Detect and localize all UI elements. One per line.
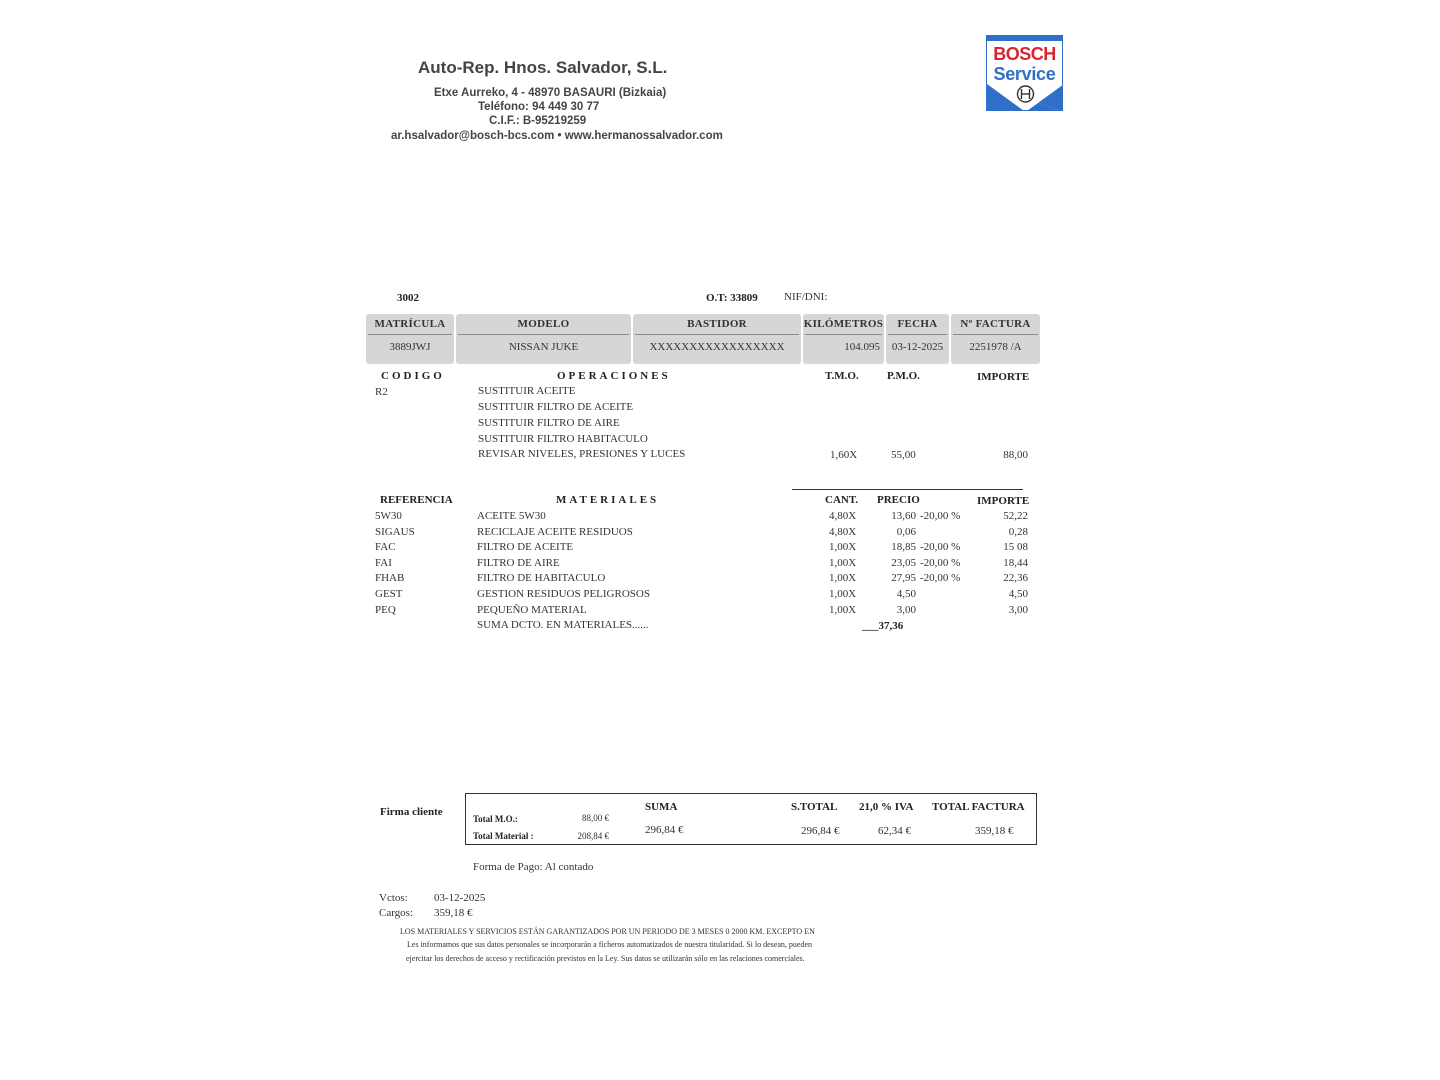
logo-line-2: Service (993, 64, 1056, 84)
payment-method: Forma de Pago: Al contado (473, 861, 594, 873)
material-precio: 13,60 (891, 510, 916, 522)
vehicle-cell-bastidor (633, 314, 801, 364)
operation-importe: 88,00 (1003, 449, 1028, 461)
total-factura-label: TOTAL FACTURA (932, 801, 1025, 813)
vehicle-value: 03-12-2025 (891, 341, 944, 353)
material-ref: SIGAUS (375, 525, 415, 538)
total-material-label: Total Material : (473, 831, 534, 841)
company-contact: ar.hsalvador@bosch-bcs.com • www.hermanossalvador.com (391, 130, 723, 142)
subtotal-value: 296,84 € (801, 825, 840, 837)
material-importe: 52,22 (1003, 510, 1028, 522)
due-dates-value: 03-12-2025 (434, 892, 486, 904)
material-cant: 4,80X (829, 510, 857, 522)
vehicle-value: NISSAN JUKE (508, 341, 579, 353)
operations-tmo-header: T.M.O. (825, 370, 859, 382)
material-ref: FAC (375, 541, 396, 554)
material-importe: 0,28 (1008, 525, 1028, 538)
material-cant: 1,00X (829, 556, 857, 569)
vehicle-value: XXXXXXXXXXXXXXXXX (649, 341, 785, 353)
client-code: 3002 (397, 292, 419, 304)
vehicle-header: MATRÍCULA (374, 318, 446, 330)
total-mo-value: 88,00 € (582, 813, 609, 823)
material-cant: 1,00X (829, 541, 857, 554)
total-factura-value: 359,18 € (975, 825, 1014, 837)
signature-label: Firma cliente (380, 806, 443, 818)
materials-cant-header: CANT. (825, 494, 859, 506)
operation-line: SUSTITUIR FILTRO HABITACULO (478, 433, 648, 445)
materials-importe-header: IMPORTE (977, 495, 1030, 507)
material-desc: ACEITE 5W30 (477, 510, 546, 522)
vehicle-header: FECHA (897, 318, 938, 330)
material-importe: 18,44 (1003, 556, 1028, 569)
suma-value: 296,84 € (645, 824, 684, 836)
material-desc: GESTION RESIDUOS PELIGROSOS (477, 588, 650, 600)
materials-desc-header: MATERIALES (556, 494, 660, 506)
operations-desc-header: OPERACIONES (557, 370, 671, 382)
material-cant: 1,00X (829, 588, 857, 600)
materials-divider (792, 489, 1023, 490)
vehicle-value: 2251978 /A (969, 341, 1022, 353)
legal-privacy-1: Les informamos que sus datos personales se incorporarán a ficheros automatizados de nuestra titularidad. Si lo desean, pueden (407, 940, 812, 949)
material-precio: 27,95 (891, 572, 916, 585)
legal-privacy-2: ejercitar los derechos de acceso y rectificación previstos en la Ley. Sus datos se utilizarán sólo en las relaciones comerciales. (406, 954, 805, 963)
material-desc: FILTRO DE ACEITE (477, 541, 574, 554)
iva-label: 21,0 % IVA (859, 801, 914, 813)
due-dates-label: Vctos: (379, 892, 408, 904)
operation-line: SUSTITUIR FILTRO DE AIRE (478, 417, 620, 429)
vehicle-header: Nº FACTURA (960, 318, 1031, 330)
material-cant: 1,00X (829, 572, 857, 585)
total-mo-label: Total M.O.: (473, 814, 518, 824)
material-ref: PEQ (375, 603, 396, 616)
vehicle-header: MODELO (517, 318, 570, 330)
discount-value: ___37,36 (862, 620, 904, 632)
material-importe: 22,36 (1003, 572, 1028, 585)
material-precio: 0,06 (896, 525, 916, 538)
operations-pmo-header: P.M.O. (887, 370, 920, 382)
operation-pmo: 55,00 (891, 449, 916, 461)
suma-label: SUMA (645, 801, 678, 813)
bosch-service-logo (986, 35, 1063, 111)
company-name: Auto-Rep. Hnos. Salvador, S.L. (418, 58, 668, 77)
company-cif: C.I.F.: B-95219259 (489, 115, 587, 127)
material-precio: 18,85 (891, 541, 916, 554)
work-order: O.T: 33809 (706, 292, 758, 304)
vehicle-cell-matricula (366, 314, 454, 364)
operation-code: R2 (375, 386, 388, 398)
iva-value: 62,34 € (878, 825, 911, 837)
material-discount: -20,00 % (920, 556, 961, 569)
materials-ref-header: REFERENCIA (380, 494, 453, 506)
nif-label: NIF/DNI: (784, 291, 828, 303)
material-discount: -20,00 % (920, 541, 961, 554)
vehicle-value: 3889JWJ (389, 341, 431, 353)
vehicle-header: KILÓMETROS (803, 318, 884, 330)
operations-code-header: CODIGO (381, 370, 445, 382)
vehicle-cell-factura (951, 314, 1040, 364)
material-discount: -20,00 % (920, 572, 961, 585)
logo-line-1: BOSCH (993, 44, 1056, 64)
vehicle-cell-modelo (456, 314, 631, 364)
material-desc: RECICLAJE ACEITE RESIDUOS (477, 525, 633, 538)
material-importe: 15 08 (1003, 541, 1028, 554)
subtotal-label: S.TOTAL (791, 801, 838, 813)
operations-importe-header: IMPORTE (977, 371, 1030, 383)
material-ref: GEST (375, 588, 403, 600)
material-precio: 4,50 (896, 588, 916, 600)
material-importe: 3,00 (1008, 603, 1028, 616)
charges-value: 359,18 € (434, 907, 473, 919)
company-phone: Teléfono: 94 449 30 77 (478, 101, 600, 113)
total-material-value: 208,84 € (577, 831, 609, 841)
operation-line: SUSTITUIR FILTRO DE ACEITE (478, 401, 634, 413)
vehicle-cell-kilometros (803, 314, 884, 364)
operation-line: REVISAR NIVELES, PRESIONES Y LUCES (478, 448, 686, 460)
bosch-armature-icon (987, 84, 1063, 111)
vehicle-cell-fecha (886, 314, 949, 364)
material-precio: 3,00 (896, 603, 916, 616)
operation-tmo: 1,60X (830, 449, 858, 461)
vehicle-value: 104.095 (844, 341, 880, 353)
legal-warranty: LOS MATERIALES Y SERVICIOS ESTÁN GARANTIZADOS POR UN PERIODO DE 3 MESES 0 2000 KM. EXCEPTO EN (400, 927, 815, 936)
material-precio: 23,05 (891, 556, 916, 569)
discount-label: SUMA DCTO. EN MATERIALES...... (477, 619, 649, 631)
materials-precio-header: PRECIO (877, 494, 920, 506)
operation-line: SUSTITUIR ACEITE (478, 385, 576, 397)
charges-label: Cargos: (379, 907, 414, 919)
material-importe: 4,50 (1008, 588, 1028, 600)
material-desc: FILTRO DE AIRE (477, 556, 560, 569)
material-cant: 4,80X (829, 525, 857, 538)
vehicle-header: BASTIDOR (687, 318, 747, 330)
material-cant: 1,00X (829, 603, 857, 616)
material-desc: PEQUEÑO MATERIAL (477, 603, 587, 616)
company-address: Etxe Aurreko, 4 - 48970 BASAURI (Bizkaia) (434, 87, 667, 99)
material-ref: FHAB (375, 572, 405, 585)
material-ref: FAI (375, 556, 392, 569)
material-discount: -20,00 % (920, 510, 961, 522)
material-desc: FILTRO DE HABITACULO (477, 572, 606, 585)
material-ref: 5W30 (375, 510, 402, 522)
